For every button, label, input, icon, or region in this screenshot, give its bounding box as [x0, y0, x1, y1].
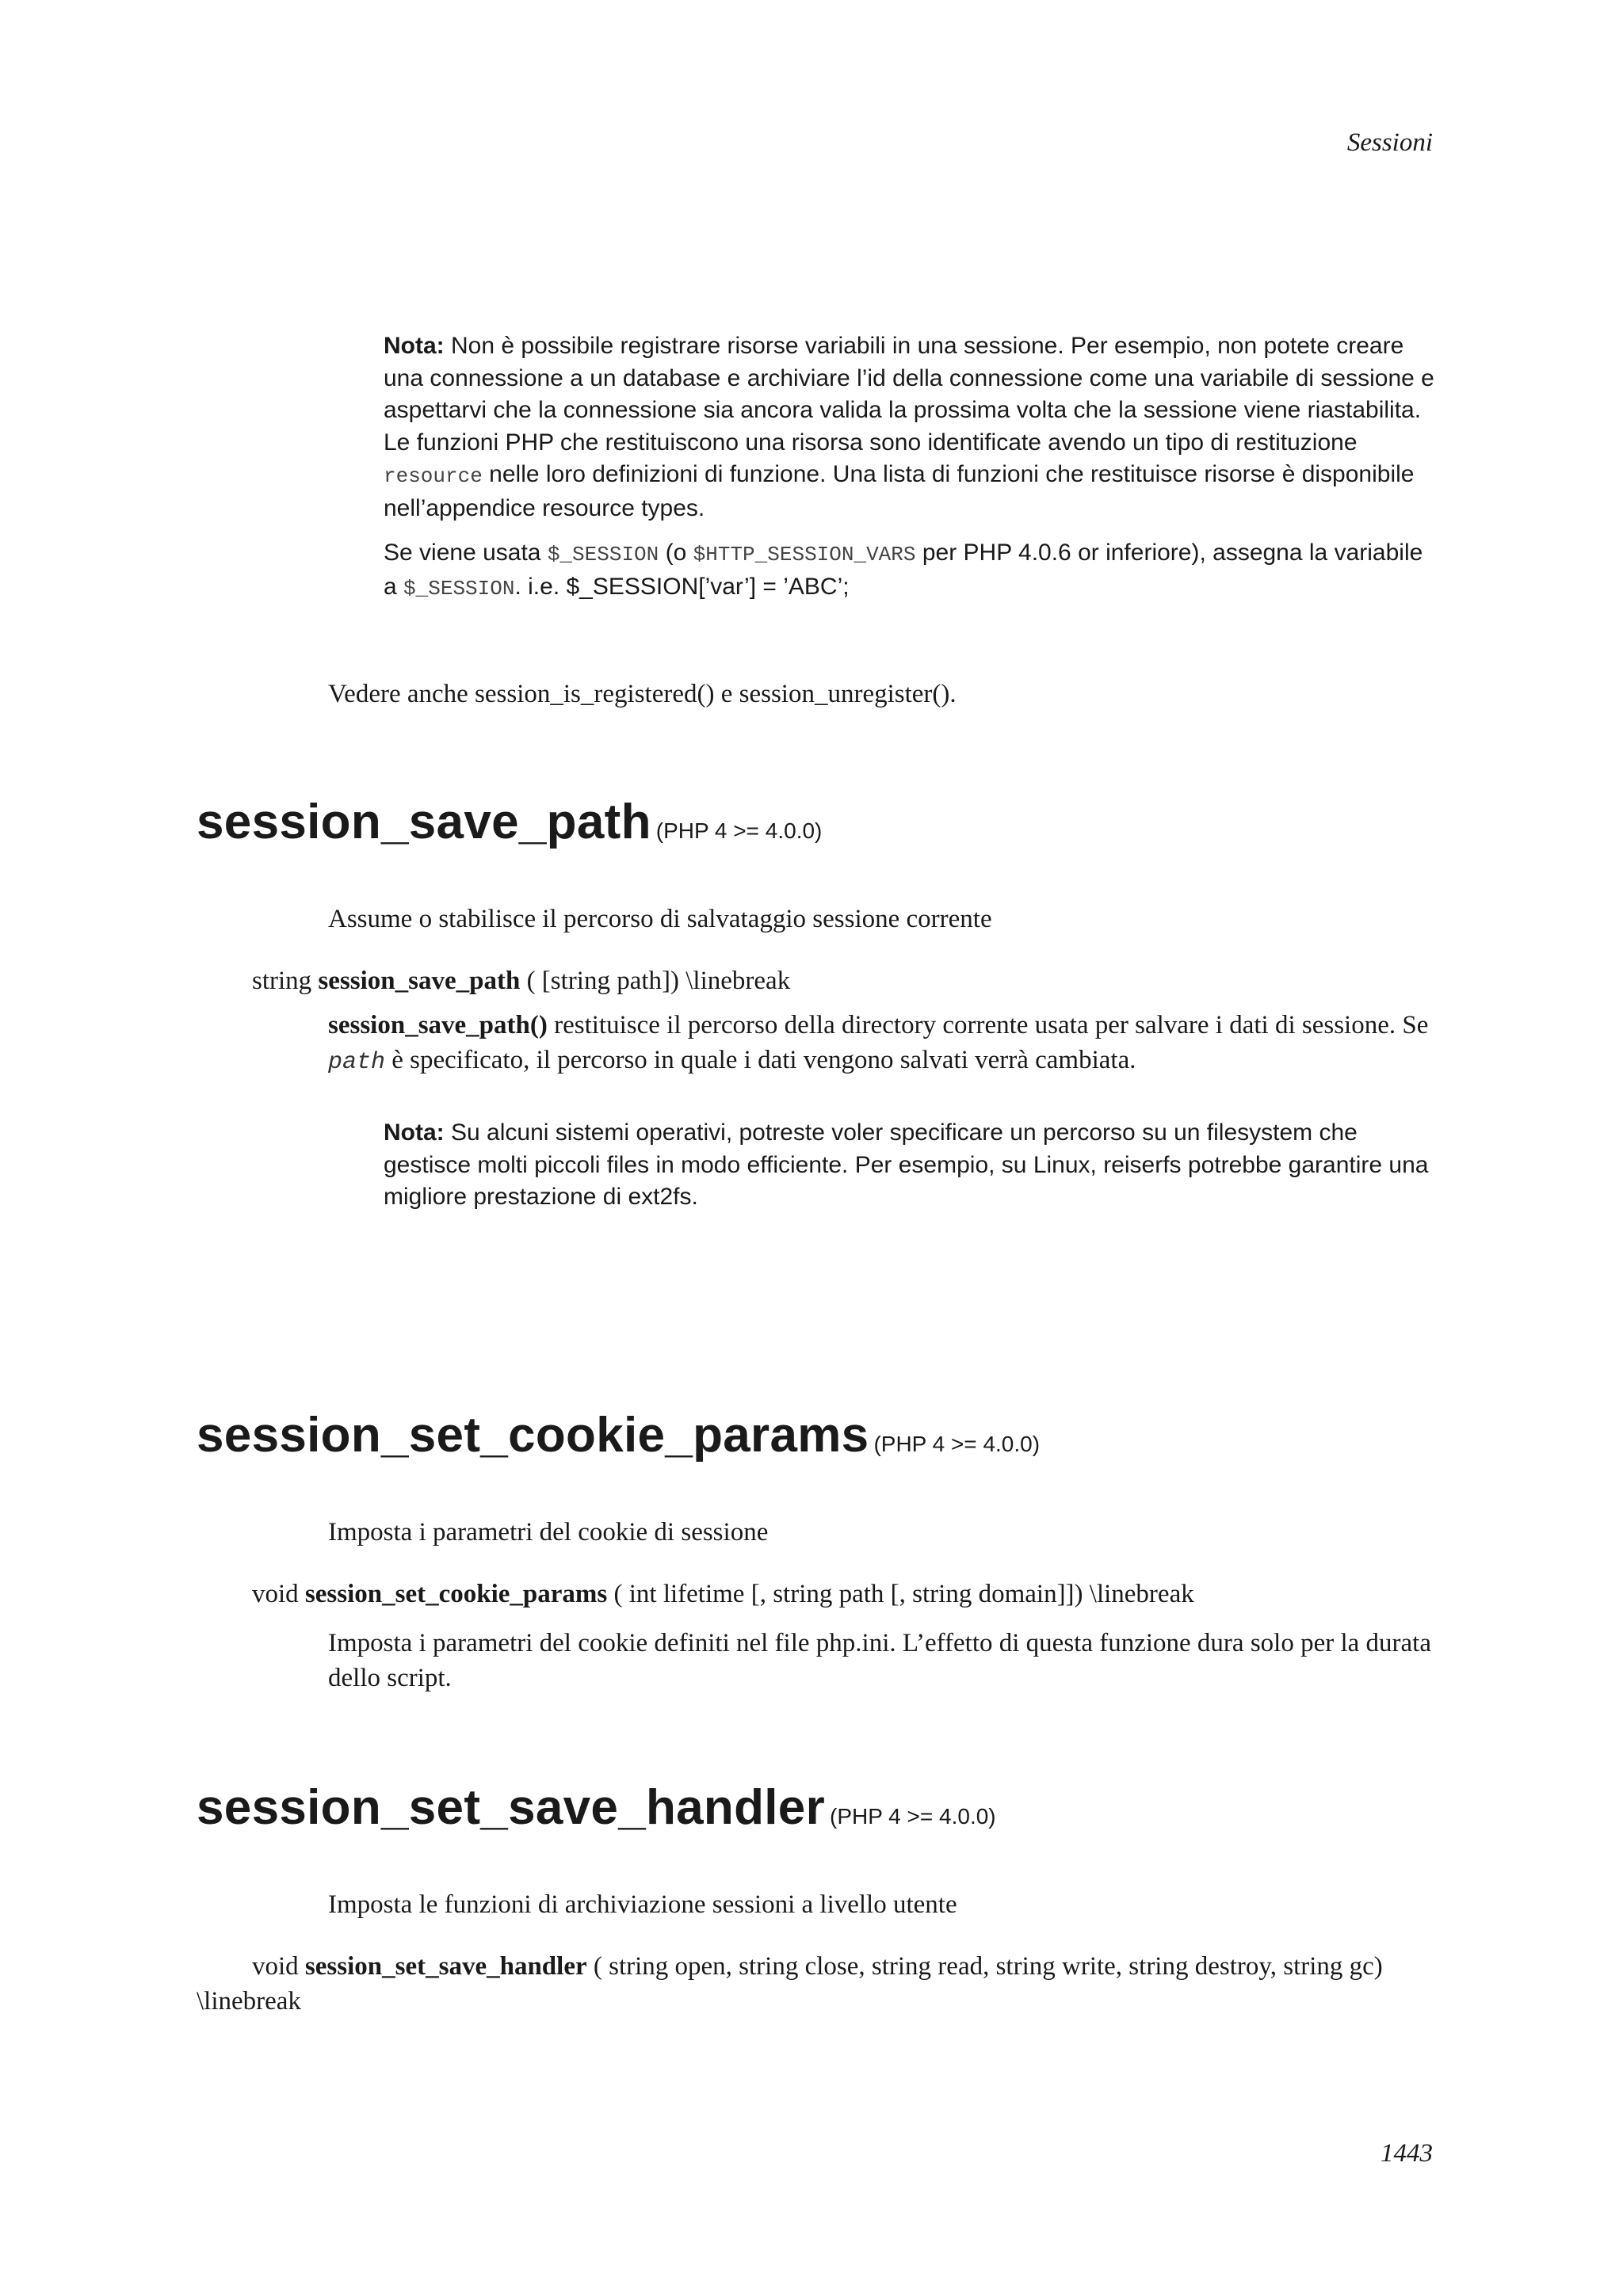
function-title-session-save-path [197, 794, 822, 850]
note-resources [384, 330, 1438, 605]
function-synopsis [197, 1949, 1438, 2019]
synopsis-line [197, 1949, 1438, 1984]
param-path: path [328, 1049, 386, 1076]
synopsis-function-name: session_set_save_handler [304, 1952, 587, 1981]
description-text: è specificato, il percorso in quale i dati vengono salvati verrà cambiata. [391, 1046, 1136, 1074]
function-version: (PHP 4 >= 4.0.0) [873, 1432, 1041, 1456]
note-text: per PHP 4.0.6 or inferiore), assegna la variabile a [384, 540, 1423, 600]
return-type: string [252, 967, 312, 995]
note-label: Nota: [384, 1119, 445, 1146]
note-label: Nota: [384, 333, 445, 359]
note-text: Non è possibile registrare risorse variabili in una sessione. Per esempio, non potete creare una connessione a un database e archiviare l’id della connessione come una variabile di sessione e aspettarvi che la connessione sia ancora valida la prossima volta che la sessione viene riastabilita. Le funzioni PHP che restituiscono una risorsa sono identificate avendo un tipo di restituzione [384, 333, 1434, 456]
note-text: (o [665, 540, 687, 566]
function-description [328, 1008, 1438, 1080]
note-paragraph-2 [384, 537, 1438, 605]
function-name: session_save_path [197, 795, 651, 849]
function-purpose: Imposta i parametri del cookie di sessione [328, 1518, 769, 1547]
synopsis-function-name: session_save_path [318, 967, 521, 995]
note-filesystem [384, 1117, 1438, 1214]
synopsis-linebreak: \linebreak [197, 1987, 301, 2016]
note-text: Se viene usata [384, 540, 541, 566]
function-title-session-set-cookie-params [197, 1407, 1040, 1463]
code-resource: resource [384, 464, 483, 488]
synopsis-args: ( string open, string close, string read, string write, string destroy, string gc) [593, 1952, 1383, 1981]
function-synopsis [252, 963, 790, 998]
function-name: session_set_save_handler [197, 1780, 826, 1835]
running-header: Sessioni [1346, 128, 1433, 157]
function-purpose: Assume o stabilisce il percorso di salvataggio sessione corrente [328, 905, 992, 933]
code-session: $_SESSION [403, 576, 515, 601]
return-type: void [252, 1952, 299, 1981]
note-text: nelle loro definizioni di funzione. Una lista di funzioni che restituisce risorse è disponibile nell’appendice resource types. [384, 461, 1415, 521]
return-type: void [252, 1580, 299, 1608]
code-session: $_SESSION [547, 543, 659, 566]
description-text: restituisce il percorso della directory corrente usata per salvare i dati di sessione. Se [554, 1011, 1429, 1039]
page-number: 1443 [1381, 2139, 1433, 2168]
function-synopsis [252, 1577, 1194, 1611]
note-text: Su alcuni sistemi operativi, potreste voler specificare un percorso su un filesystem che gestisce molti piccoli files in modo efficiente. Per esempio, su Linux, reiserfs potrebbe garantire una migliore prestazione di ext2fs. [384, 1119, 1429, 1210]
function-version: (PHP 4 >= 4.0.0) [830, 1804, 996, 1829]
see-also: Vedere anche session_is_registered() e session_unregister(). [328, 680, 957, 708]
note-paragraph-1 [384, 330, 1438, 524]
description-function-name: session_save_path() [328, 1011, 548, 1039]
synopsis-args: ( [string path]) \linebreak [526, 967, 791, 995]
function-description: Imposta i parametri del cookie definiti nel file php.ini. L’effetto di questa funzione dura solo per la durata dello script. [328, 1629, 1431, 1692]
note-text: . i.e. $_SESSION[’var’] = ’ABC’; [514, 573, 850, 600]
function-title-session-set-save-handler [197, 1779, 996, 1836]
synopsis-args: ( int lifetime [, string path [, string domain]]) \linebreak [613, 1580, 1194, 1608]
function-purpose: Imposta le funzioni di archiviazione sessioni a livello utente [328, 1890, 957, 1919]
code-http-session-vars: $HTTP_SESSION_VARS [693, 543, 916, 566]
function-version: (PHP 4 >= 4.0.0) [655, 818, 823, 843]
function-name: session_set_cookie_params [197, 1408, 869, 1463]
synopsis-function-name: session_set_cookie_params [304, 1580, 608, 1608]
